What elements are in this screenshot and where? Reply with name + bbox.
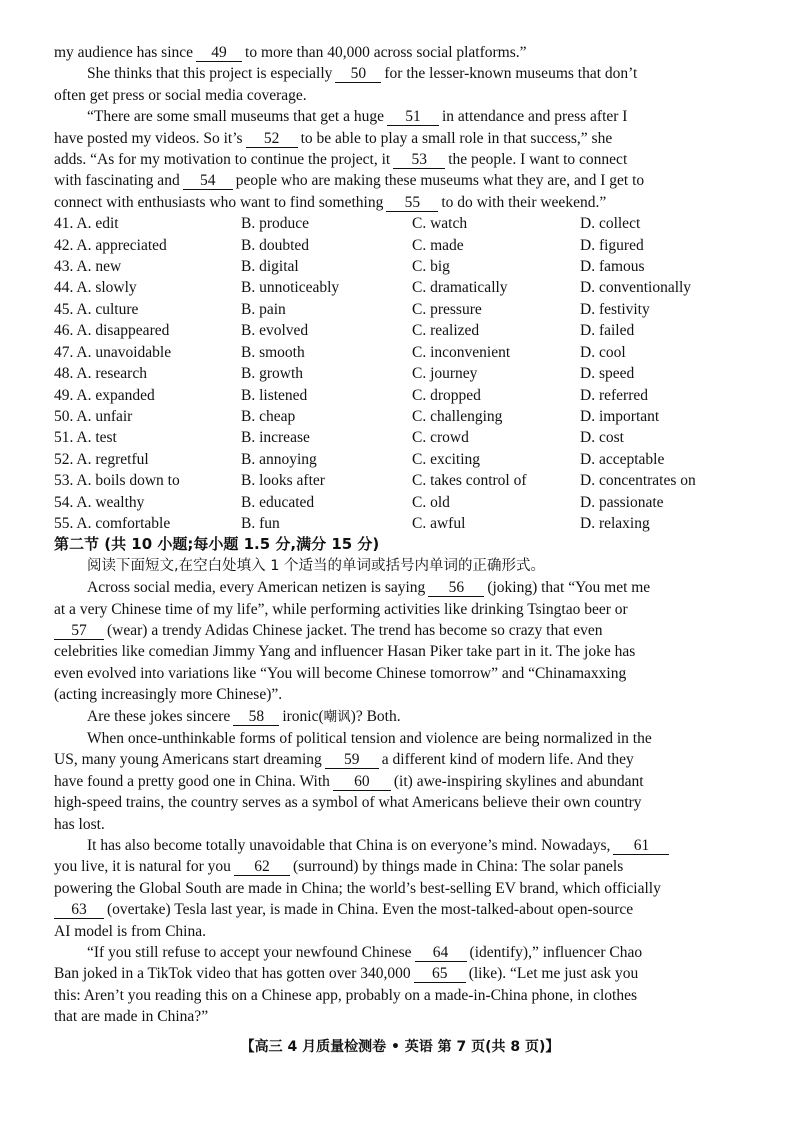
option-row xyxy=(54,320,746,341)
option-row xyxy=(54,513,746,534)
text: (joking) that “You met me xyxy=(487,579,651,597)
option-choice: B. digital xyxy=(241,258,299,276)
passage-line: at a very Chinese time of my life”, while performing activities like drinking Tsingtao beer or xyxy=(54,600,628,618)
text: (identify),” influencer Chao xyxy=(469,944,643,962)
text: (surround) by things made in China: The solar panels xyxy=(292,858,624,876)
option-choice: C. pressure xyxy=(412,300,482,318)
blank-65: 65 xyxy=(414,965,466,983)
option-choice: D. cool xyxy=(580,343,626,361)
blank-59: 59 xyxy=(325,751,379,769)
text: (like). “Let me just ask you xyxy=(468,965,639,983)
option-choice: D. speed xyxy=(580,365,635,383)
option-choice: C. realized xyxy=(412,322,480,340)
passage-line: has lost. xyxy=(54,815,105,833)
option-choice: C. crowd xyxy=(412,429,469,447)
option-row xyxy=(54,427,746,448)
option-choice: B. growth xyxy=(241,365,303,383)
option-choice: B. produce xyxy=(241,215,310,233)
text: my audience has since xyxy=(54,44,194,61)
option-row xyxy=(54,342,746,363)
text: US, many young Americans start dreaming xyxy=(54,751,322,769)
option-choice: 43. A. new xyxy=(54,258,122,276)
blank-63: 63 xyxy=(54,901,104,919)
option-choice: D. failed xyxy=(580,322,635,340)
text: 嘲讽 xyxy=(323,708,351,725)
option-choice: B. doubted xyxy=(241,236,310,254)
passage-line: high-speed trains, the country serves as a symbol of what Americans believe their own country xyxy=(54,794,642,812)
option-choice: D. cost xyxy=(580,429,624,447)
text: have posted my videos. So it’s xyxy=(54,129,243,147)
option-choice: C. awful xyxy=(412,514,466,532)
option-row xyxy=(54,235,746,256)
blank-52: 52 xyxy=(246,130,298,148)
option-choice: D. figured xyxy=(580,236,644,254)
option-choice: C. inconvenient xyxy=(412,343,511,361)
option-choice: B. unnoticeably xyxy=(241,279,340,297)
option-row xyxy=(54,277,746,298)
option-choice: B. listened xyxy=(241,386,308,404)
text: adds. “As for my motivation to continue the project, it xyxy=(54,151,391,169)
blank-64: 64 xyxy=(415,944,467,962)
passage-line xyxy=(54,942,746,963)
passage-line: (acting increasingly more Chinese)”. xyxy=(54,686,283,704)
section-heading: 第二节 (共 10 小题;每小题 1.5 分,满分 15 分) xyxy=(54,535,380,554)
option-choice: B. pain xyxy=(241,300,286,318)
text: It has also become totally unavoidable that China is on everyone’s mind. Nowadays, xyxy=(87,837,611,855)
option-choice: D. festivity xyxy=(580,300,650,318)
text: in attendance and press after I xyxy=(441,108,628,126)
option-choice: D. important xyxy=(580,407,660,425)
option-choice: B. cheap xyxy=(241,407,296,425)
blank-51: 51 xyxy=(387,108,439,126)
passage-line xyxy=(54,149,746,170)
text: ironic( xyxy=(282,707,324,725)
option-choice: C. old xyxy=(412,493,450,511)
blank-58: 58 xyxy=(233,708,279,726)
passage-line: AI model is from China. xyxy=(54,922,206,940)
option-choice: 47. A. unavoidable xyxy=(54,343,172,361)
option-choice: 55. A. comfortable xyxy=(54,514,171,532)
option-row xyxy=(54,470,746,491)
passage-line: that are made in China?” xyxy=(54,1008,209,1026)
option-choice: 50. A. unfair xyxy=(54,407,133,425)
passage-line xyxy=(54,170,746,191)
passage-line xyxy=(54,63,746,84)
passage-line: this: Aren’t you reading this on a Chinese app, probably on a made-in-China phone, in clothes xyxy=(54,986,637,1004)
option-row xyxy=(54,492,746,513)
passage-line xyxy=(54,577,746,598)
option-choice: D. concentrates on xyxy=(580,472,696,490)
option-choice: B. looks after xyxy=(241,472,325,490)
passage-line xyxy=(54,192,746,213)
option-row xyxy=(54,299,746,320)
passage-line xyxy=(54,706,746,728)
text: (wear) a trendy Adidas Chinese jacket. The trend has become so crazy that even xyxy=(107,621,603,639)
blank-57: 57 xyxy=(54,622,104,640)
blank-50: 50 xyxy=(335,65,381,83)
passage-line: powering the Global South are made in China; the world’s best-selling EV brand, which officially xyxy=(54,879,661,897)
option-choice: C. big xyxy=(412,258,450,276)
option-choice: 44. A. slowly xyxy=(54,279,137,297)
text: Are these jokes sincere xyxy=(87,707,231,725)
text: “If you still refuse to accept your newfound Chinese xyxy=(87,944,412,962)
option-choice: 49. A. expanded xyxy=(54,386,155,404)
blank-54: 54 xyxy=(183,172,233,190)
option-choice: 45. A. culture xyxy=(54,300,139,318)
option-choice: C. dramatically xyxy=(412,279,508,297)
blank-61: 61 xyxy=(613,837,669,855)
option-choice: D. conventionally xyxy=(580,279,692,297)
option-choice: 52. A. regretful xyxy=(54,450,149,468)
passage-line xyxy=(54,42,746,63)
text: for the lesser-known museums that don’t xyxy=(384,65,638,83)
text: have found a pretty good one in China. With xyxy=(54,772,330,790)
passage-line: even evolved into variations like “You will become Chinese tomorrow” and “Chinamaxxing xyxy=(54,664,627,682)
passage-line xyxy=(54,771,746,792)
text: a different kind of modern life. And they xyxy=(381,751,634,769)
blank-56: 56 xyxy=(428,579,484,597)
option-choice: 42. A. appreciated xyxy=(54,236,167,254)
text: to do with their weekend.” xyxy=(441,193,607,211)
option-choice: C. dropped xyxy=(412,386,481,404)
option-row xyxy=(54,449,746,470)
exam-page xyxy=(54,42,746,1028)
passage-line xyxy=(54,106,746,127)
blank-49: 49 xyxy=(196,44,242,62)
option-row xyxy=(54,406,746,427)
blank-55: 55 xyxy=(386,194,438,212)
option-row xyxy=(54,385,746,406)
option-choice: B. fun xyxy=(241,514,280,532)
text: )? Both. xyxy=(350,707,401,725)
option-choice: 54. A. wealthy xyxy=(54,493,145,511)
option-choice: C. made xyxy=(412,236,464,254)
blank-53: 53 xyxy=(393,151,445,169)
text: people who are making these museums what they are, and I get to xyxy=(235,172,645,190)
option-choice: D. acceptable xyxy=(580,450,665,468)
option-choice: B. smooth xyxy=(241,343,305,361)
text: connect with enthusiasts who want to find something xyxy=(54,193,384,211)
section-instruction: 阅读下面短文,在空白处填入 1 个适当的单词或括号内单词的正确形式。 xyxy=(87,557,546,574)
passage-line: often get press or social media coverage. xyxy=(54,86,307,104)
passage-line xyxy=(54,620,746,641)
passage-line: celebrities like comedian Jimmy Yang and influencer Hasan Piker take part in it. The joke has xyxy=(54,643,636,661)
option-row xyxy=(54,363,746,384)
option-choice: 46. A. disappeared xyxy=(54,322,170,340)
text: (overtake) Tesla last year, is made in China. Even the most-talked-about open-source xyxy=(107,901,634,919)
text: (it) awe-inspiring skylines and abundant xyxy=(393,772,644,790)
text: with fascinating and xyxy=(54,172,180,190)
page-footer: 【高三 4 月质量检测卷 • 英语 第 7 页(共 8 页)】 xyxy=(240,1039,560,1055)
text: She thinks that this project is especially xyxy=(87,65,333,83)
passage-line xyxy=(54,899,746,920)
option-choice: B. increase xyxy=(241,429,310,447)
option-choice: 48. A. research xyxy=(54,365,147,383)
options-table xyxy=(54,213,746,534)
text: Ban joked in a TikTok video that has gotten over 340,000 xyxy=(54,965,411,983)
text: you live, it is natural for you xyxy=(54,858,231,876)
option-choice: B. annoying xyxy=(241,450,317,468)
passage-line xyxy=(54,856,746,877)
passage-line xyxy=(54,749,746,770)
text: “There are some small museums that get a huge xyxy=(87,108,384,126)
option-choice: C. journey xyxy=(412,365,478,383)
option-row xyxy=(54,213,746,234)
option-choice: C. challenging xyxy=(412,407,503,425)
passage-line xyxy=(54,835,746,856)
option-choice: D. famous xyxy=(580,258,645,276)
blank-62: 62 xyxy=(234,858,290,876)
option-choice: C. exciting xyxy=(412,450,481,468)
passage-line xyxy=(54,128,746,149)
option-choice: C. watch xyxy=(412,215,468,233)
option-choice: D. referred xyxy=(580,386,648,404)
option-choice: 41. A. edit xyxy=(54,215,119,233)
text: to be able to play a small role in that success,” she xyxy=(300,129,613,147)
option-choice: B. educated xyxy=(241,493,315,511)
option-choice: D. relaxing xyxy=(580,514,650,532)
option-choice: 53. A. boils down to xyxy=(54,472,180,490)
passage-line xyxy=(54,963,746,984)
option-choice: D. passionate xyxy=(580,493,664,511)
option-choice: B. evolved xyxy=(241,322,309,340)
option-choice: 51. A. test xyxy=(54,429,117,447)
option-row xyxy=(54,256,746,277)
text: to more than 40,000 across social platforms.” xyxy=(245,44,527,61)
passage-line: When once-unthinkable forms of political tension and violence are being normalized in the xyxy=(87,730,652,747)
option-choice: C. takes control of xyxy=(412,472,527,490)
text: the people. I want to connect xyxy=(448,151,628,169)
option-choice: D. collect xyxy=(580,215,641,233)
text: Across social media, every American netizen is saying xyxy=(87,579,426,597)
blank-60: 60 xyxy=(333,773,391,791)
